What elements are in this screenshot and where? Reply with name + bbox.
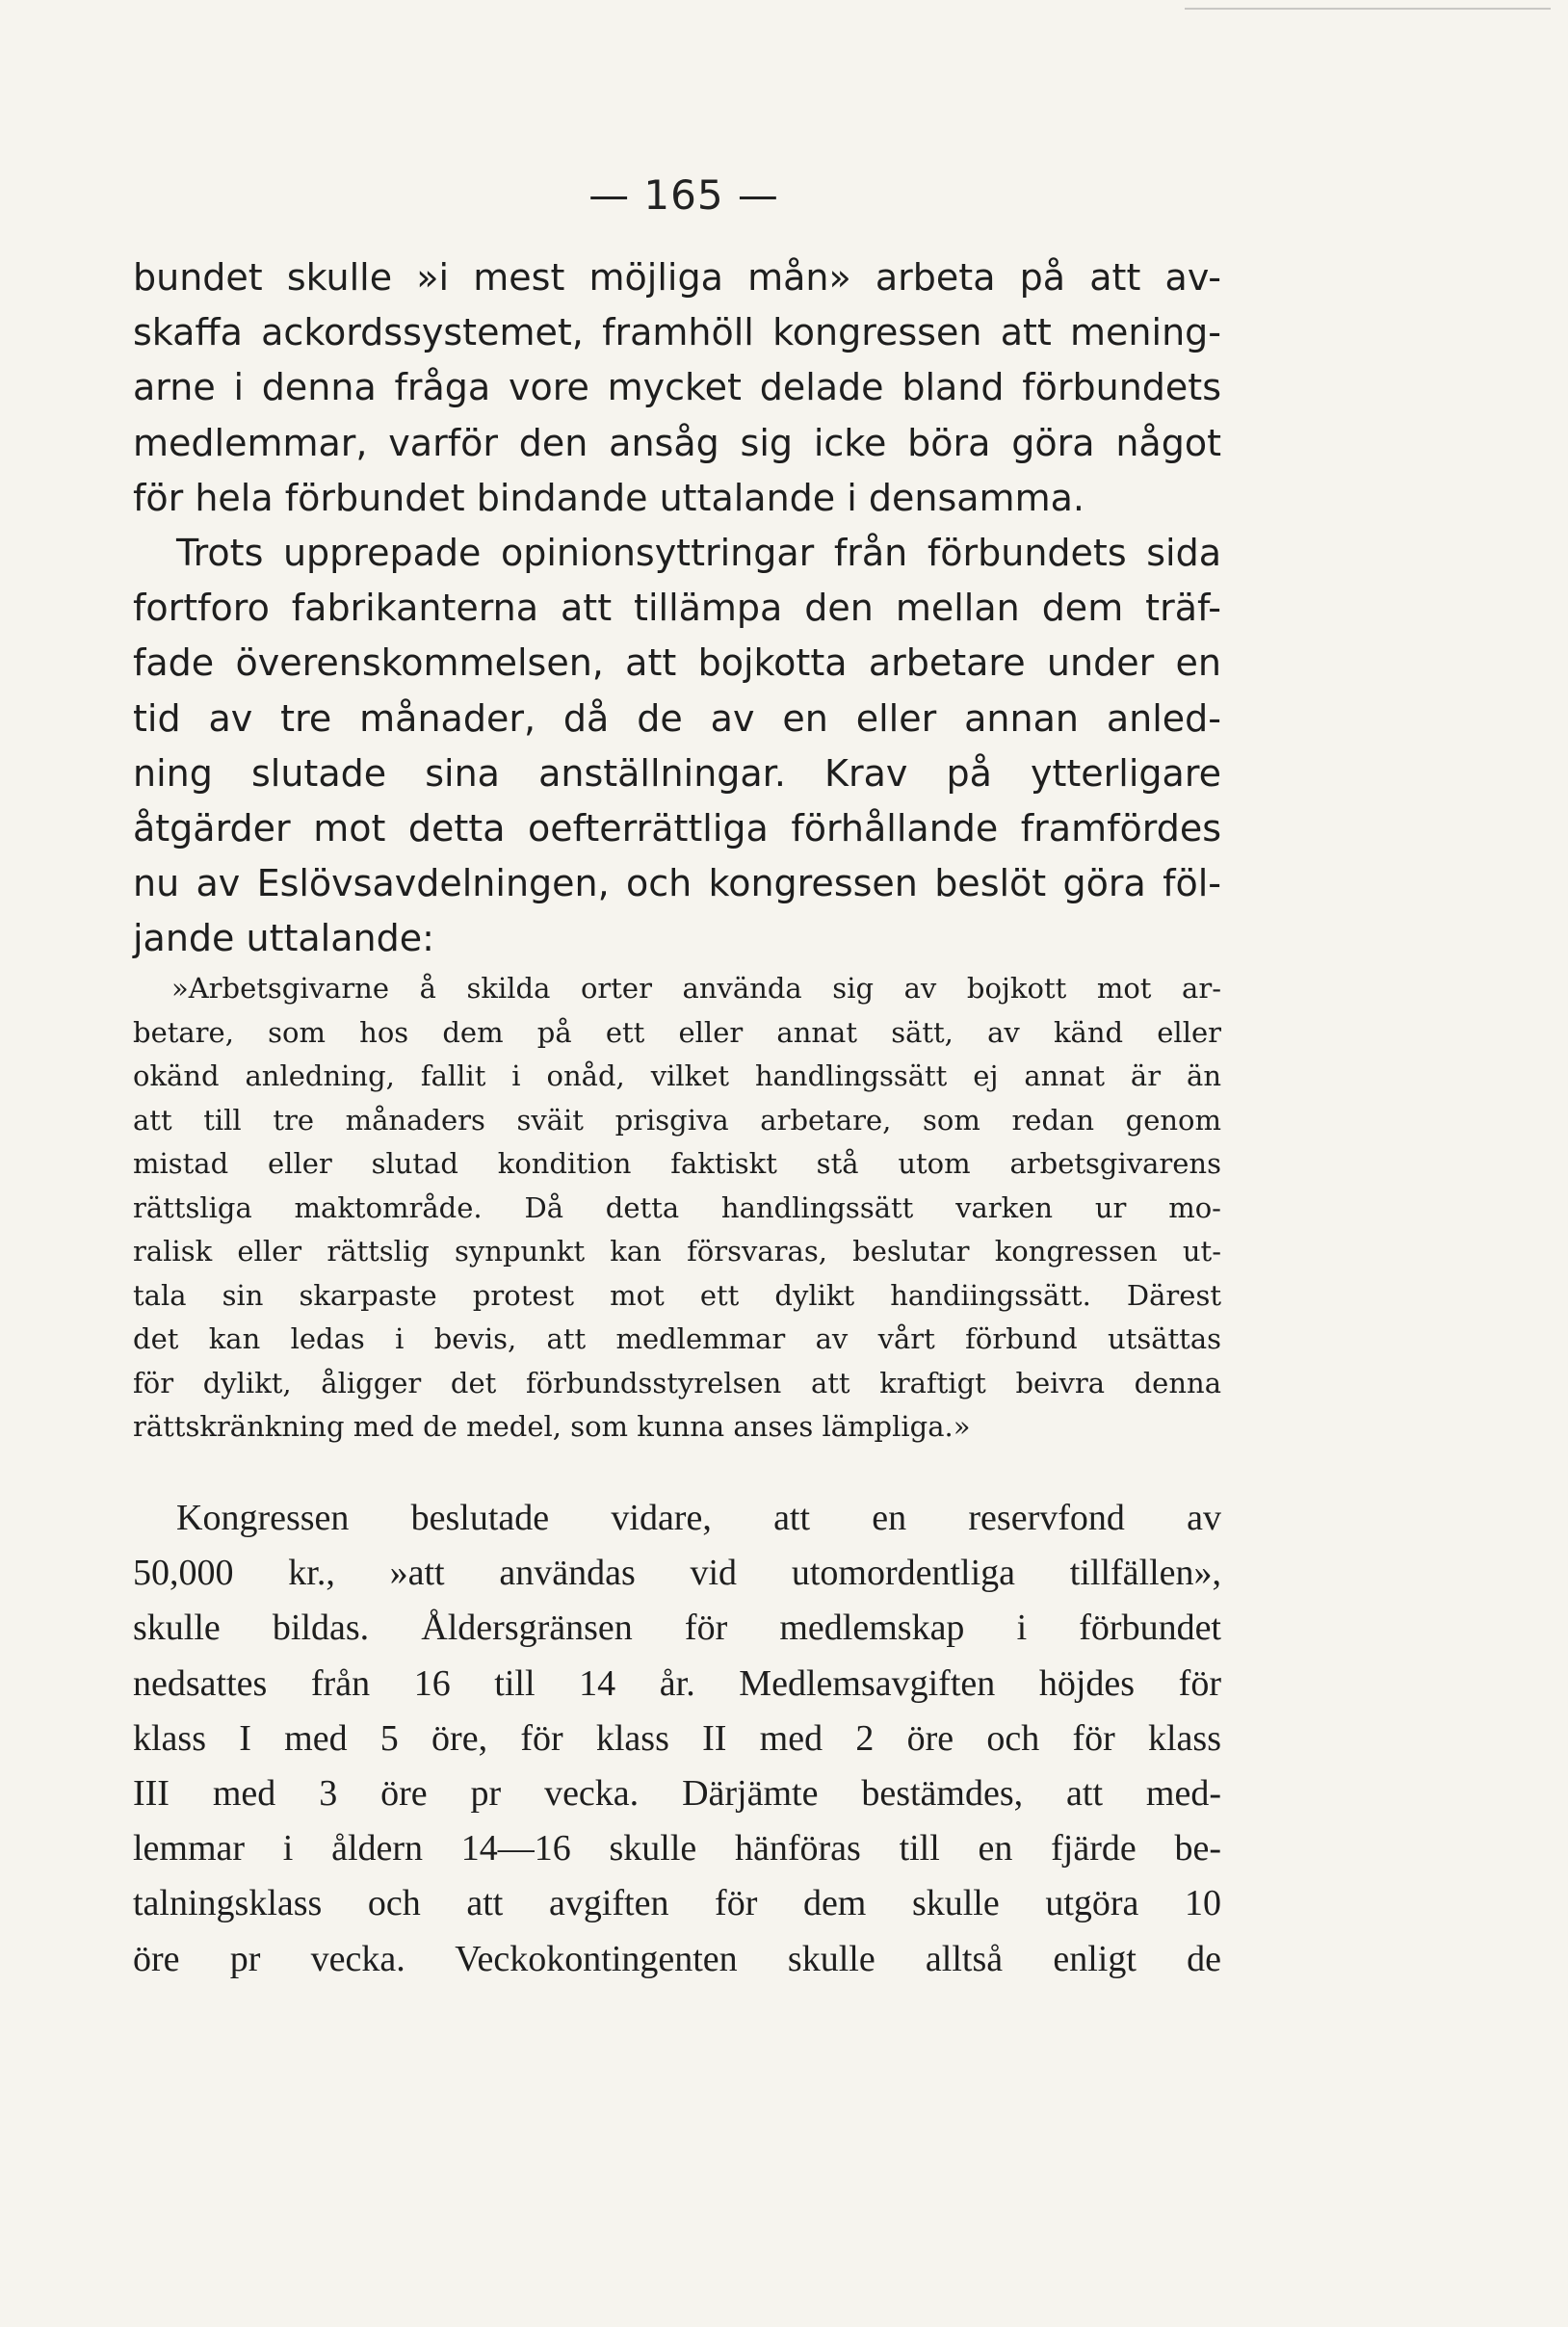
text-line: jande uttalande: [133,917,434,960]
text-line: nedsattes från 16 till 14 år. Medlemsavgiften höjdes för [133,1662,1221,1704]
paragraph-1 [133,250,1221,526]
text-line: för hela förbundet bindande uttalande i densamma. [133,476,1085,519]
quote-line: för dylikt, åligger det förbundsstyrelsen att kraftigt beivra denna [133,1366,1221,1399]
quote-line: att till tre månaders sväit prisgiva arbetare, som redan genom [133,1103,1221,1137]
text-line: III med 3 öre pr vecka. Därjämte bestämdes, att med- [133,1772,1221,1814]
text-line: klass I med 5 öre, för klass II med 2 öre och för klass [133,1717,1221,1759]
text-line: medlemmar, varför den ansåg sig icke böra göra något [133,421,1221,464]
quote-line: det kan ledas i bevis, att medlemmar av vårt förbund utsättas [133,1322,1221,1355]
quote-line: »Arbetsgivarne å skilda orter använda sig av bojkott mot ar- [171,972,1221,1005]
quote-line: betare, som hos dem på ett eller annat sätt, av känd eller [133,1015,1221,1049]
text-line: arne i denna fråga vore mycket delade bland förbundets [133,366,1221,409]
text-line: Kongressen beslutade vidare, att en reservfond av [176,1498,1221,1538]
body-text [133,250,1221,966]
text-line: ning slutade sina anställningar. Krav på ytterligare [133,751,1221,795]
text-line: åtgärder mot detta oefterrättliga förhållande framfördes [133,806,1221,850]
quote-line: okänd anledning, fallit i onåd, vilket handlingssätt ej annat är än [133,1059,1221,1092]
text-line: Trots upprepade opinionsyttringar från förbundets sida [176,531,1221,574]
text-line: fade överenskommelsen, att bojkotta arbetare under en [133,641,1221,685]
block-quote [133,967,1221,1450]
text-line: nu av Eslövsavdelningen, och kongressen beslöt göra föl- [133,862,1221,905]
quote-line: rättsliga maktområde. Då detta handlingssätt varken ur mo- [133,1190,1221,1224]
page-number: — 165 — [588,171,779,219]
quote-line: rättskränkning med de medel, som kunna anses lämpliga.» [133,1410,971,1443]
quote-line: mistad eller slutad kondition faktiskt stå utom arbetsgivarens [133,1147,1221,1180]
text-line: fortforo fabrikanterna att tillämpa den mellan dem träf- [133,587,1221,630]
text-line: öre pr vecka. Veckokontingenten skulle alltså enligt de [133,1938,1221,1979]
text-line: skaffa ackordssystemet, framhöll kongressen att mening- [133,311,1221,354]
page-edge-line [1185,8,1551,10]
paragraph-2 [133,526,1221,967]
text-line: 50,000 kr., »att användas vid utomordentliga tillfällen», [133,1553,1221,1594]
closing-paragraph [133,1491,1221,1987]
text-line: talningsklass och att avgiften för dem skulle utgöra 10 [133,1883,1221,1924]
text-line: tid av tre månader, då de av en eller annan anled- [133,696,1221,740]
text-line: bundet skulle »i mest möjliga mån» arbeta på att av- [133,256,1221,299]
text-line: skulle bildas. Åldersgränsen för medlemskap i förbundet [133,1608,1221,1649]
quote-line: ralisk eller rättslig synpunkt kan försvaras, beslutar kongressen ut- [133,1235,1221,1268]
quote-line: tala sin skarpaste protest mot ett dylikt handiingssätt. Därest [133,1278,1221,1312]
text-line: lemmar i åldern 14—16 skulle hänföras till en fjärde be- [133,1828,1221,1869]
